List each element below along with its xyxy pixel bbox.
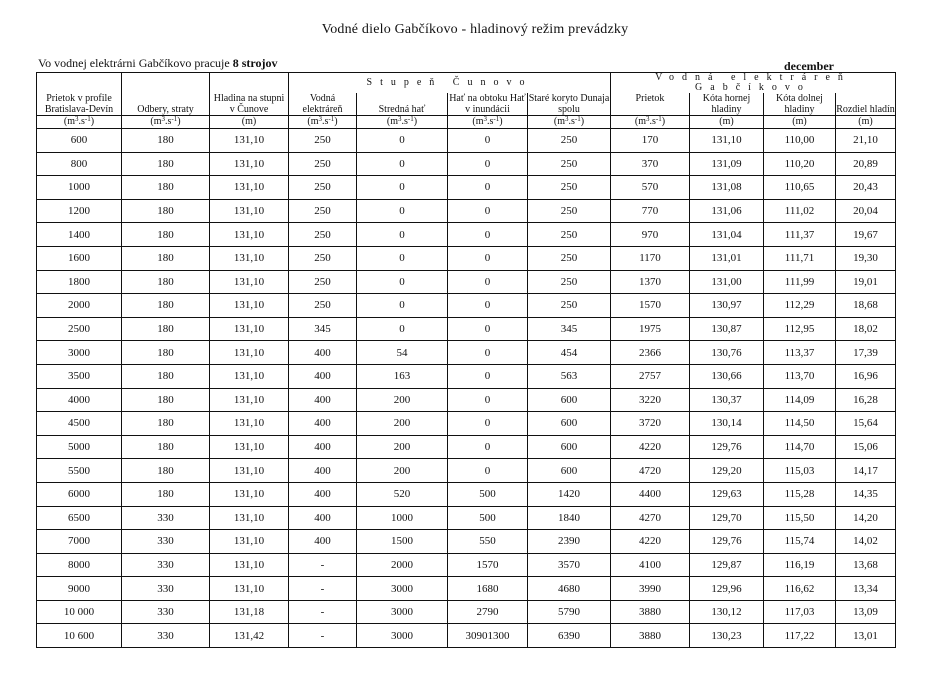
table-row — [37, 553, 896, 577]
table-row — [37, 294, 896, 318]
table-cell: 3880 — [611, 624, 690, 648]
col-header-10: Rozdiel hladín — [836, 93, 896, 116]
table-cell: 180 — [122, 199, 210, 223]
table-cell: 250 — [289, 270, 357, 294]
table-cell: 114,09 — [764, 388, 836, 412]
table-cell: 250 — [289, 294, 357, 318]
table-cell: 0 — [448, 199, 528, 223]
table-cell: 1840 — [528, 506, 611, 530]
col-header-0: Prietok v profile Bratislava-Devín — [37, 73, 122, 116]
table-cell: 200 — [357, 435, 448, 459]
table-cell: 6000 — [37, 482, 122, 506]
table-cell: 163 — [357, 364, 448, 388]
col-header-4: Stredná hať — [357, 93, 448, 116]
table-cell: 550 — [448, 530, 528, 554]
table-cell: 4100 — [611, 553, 690, 577]
table-cell: 0 — [357, 176, 448, 200]
table-cell: 131,06 — [690, 199, 764, 223]
table-cell: 18,02 — [836, 317, 896, 341]
table-cell: 250 — [289, 223, 357, 247]
unit-cell: (m) — [764, 116, 836, 129]
table-cell: 400 — [289, 506, 357, 530]
col-header-8: Kóta hornej hladiny — [690, 93, 764, 116]
table-cell: 3000 — [37, 341, 122, 365]
table-cell: 130,97 — [690, 294, 764, 318]
group-header-cunovo: Stupeň Čunovo — [289, 73, 611, 94]
table-cell: 131,10 — [210, 317, 289, 341]
table-cell: 13,09 — [836, 600, 896, 624]
table-cell: 250 — [528, 294, 611, 318]
table-cell: 250 — [289, 176, 357, 200]
table-cell: - — [289, 553, 357, 577]
table-cell: 400 — [289, 341, 357, 365]
table-cell: 30901300 — [448, 624, 528, 648]
table-cell: 180 — [122, 364, 210, 388]
table-cell: 1000 — [37, 176, 122, 200]
unit-cell: $(m^3.s^{-1})$ — [37, 116, 122, 129]
table-cell: 4500 — [37, 412, 122, 436]
table-cell: 13,34 — [836, 577, 896, 601]
table-cell: 131,10 — [210, 482, 289, 506]
table-cell: 345 — [289, 317, 357, 341]
table-cell: 2390 — [528, 530, 611, 554]
table-cell: 400 — [289, 530, 357, 554]
table-cell: 4220 — [611, 530, 690, 554]
table-cell: - — [289, 624, 357, 648]
table-row — [37, 530, 896, 554]
table-cell: 250 — [528, 129, 611, 153]
unit-row — [37, 116, 896, 129]
table-row — [37, 223, 896, 247]
table-cell: 131,10 — [690, 129, 764, 153]
table-cell: 130,23 — [690, 624, 764, 648]
table-cell: 2000 — [37, 294, 122, 318]
table-cell: 330 — [122, 530, 210, 554]
intro-text: Vo vodnej elektrárni Gabčíkovo pracuje — [38, 56, 230, 70]
table-cell: 13,01 — [836, 624, 896, 648]
table-cell: 9000 — [37, 577, 122, 601]
table-cell: 0 — [448, 459, 528, 483]
table-cell: 180 — [122, 388, 210, 412]
table-cell: 7000 — [37, 530, 122, 554]
table-cell: 330 — [122, 577, 210, 601]
table-cell: 0 — [357, 199, 448, 223]
intro-line — [38, 56, 278, 71]
table-cell: 18,68 — [836, 294, 896, 318]
col-header-7: Prietok — [611, 93, 690, 116]
table-cell: 2000 — [357, 553, 448, 577]
table-cell: 131,08 — [690, 176, 764, 200]
table-cell: 180 — [122, 317, 210, 341]
table-cell: 1570 — [448, 553, 528, 577]
table-cell: 10 000 — [37, 600, 122, 624]
table-cell: 112,95 — [764, 317, 836, 341]
table-cell: 1170 — [611, 246, 690, 270]
table-cell: 10 600 — [37, 624, 122, 648]
table-cell: 0 — [448, 388, 528, 412]
table-cell: 131,42 — [210, 624, 289, 648]
table-cell: 3220 — [611, 388, 690, 412]
col-header-5: Hať na obtoku Hať v inundácii — [449, 93, 526, 115]
table-row — [37, 624, 896, 648]
table-cell: 0 — [448, 412, 528, 436]
table-cell: 131,10 — [210, 530, 289, 554]
table-row — [37, 129, 896, 153]
table-cell: 400 — [289, 435, 357, 459]
table-row — [37, 577, 896, 601]
table-cell: 0 — [357, 152, 448, 176]
table-cell: 250 — [289, 199, 357, 223]
col-header-1: Odbery, straty — [122, 73, 210, 116]
table-cell: 970 — [611, 223, 690, 247]
table-cell: 2757 — [611, 364, 690, 388]
table-cell: 130,37 — [690, 388, 764, 412]
table-cell: 131,01 — [690, 246, 764, 270]
table-cell: 131,10 — [210, 341, 289, 365]
unit-cell: $(m^3.s^{-1})$ — [122, 116, 210, 129]
table-cell: 17,39 — [836, 341, 896, 365]
table-cell: 130,87 — [690, 317, 764, 341]
table-cell: 3990 — [611, 577, 690, 601]
table-cell: 4220 — [611, 435, 690, 459]
unit-cell: (m) — [210, 116, 289, 129]
table-cell: 21,10 — [836, 129, 896, 153]
table-cell: 15,64 — [836, 412, 896, 436]
table-cell: 180 — [122, 223, 210, 247]
table-cell: 131,09 — [690, 152, 764, 176]
table-cell: 250 — [289, 152, 357, 176]
table-cell: 600 — [528, 435, 611, 459]
table-cell: 180 — [122, 176, 210, 200]
table-cell: 250 — [528, 152, 611, 176]
table-cell: 16,96 — [836, 364, 896, 388]
table-cell: 15,06 — [836, 435, 896, 459]
table-body — [37, 129, 896, 648]
table-cell: 4720 — [611, 459, 690, 483]
table-cell: 131,10 — [210, 506, 289, 530]
table-row — [37, 364, 896, 388]
table-cell: 1680 — [448, 577, 528, 601]
table-cell: 20,89 — [836, 152, 896, 176]
table-cell: 131,10 — [210, 553, 289, 577]
table-cell: 1420 — [528, 482, 611, 506]
table-cell: 250 — [289, 246, 357, 270]
table-cell: 115,74 — [764, 530, 836, 554]
table-cell: 200 — [357, 412, 448, 436]
table-cell: 0 — [448, 246, 528, 270]
table-cell: 800 — [37, 152, 122, 176]
table-row — [37, 482, 896, 506]
table-cell: 250 — [528, 223, 611, 247]
group-header-gabcikovo: Vodná elektráreň Gabčíkovo — [611, 73, 896, 94]
table-cell: 0 — [448, 270, 528, 294]
table-cell: 54 — [357, 341, 448, 365]
table-cell: 20,43 — [836, 176, 896, 200]
table-cell: 500 — [448, 506, 528, 530]
table-cell: 400 — [289, 388, 357, 412]
table-cell: 111,99 — [764, 270, 836, 294]
table-cell: 400 — [289, 412, 357, 436]
table-cell: 131,10 — [210, 459, 289, 483]
table-row — [37, 317, 896, 341]
table-cell: 19,30 — [836, 246, 896, 270]
table-cell: 500 — [448, 482, 528, 506]
table-cell: 370 — [611, 152, 690, 176]
table-cell: 250 — [528, 270, 611, 294]
table-cell: 131,10 — [210, 223, 289, 247]
table-row — [37, 341, 896, 365]
table-cell: 250 — [528, 176, 611, 200]
document-title: Vodné dielo Gabčíkovo - hladinový režim prevádzky — [321, 22, 629, 37]
table-cell: 110,00 — [764, 129, 836, 153]
table-cell: 250 — [528, 246, 611, 270]
table-cell: 4270 — [611, 506, 690, 530]
table-row — [37, 176, 896, 200]
table-cell: 131,10 — [210, 270, 289, 294]
table-cell: 2790 — [448, 600, 528, 624]
table-cell: 116,62 — [764, 577, 836, 601]
table-cell: 113,37 — [764, 341, 836, 365]
table-cell: 0 — [448, 341, 528, 365]
table-row — [37, 600, 896, 624]
table-cell: 0 — [448, 294, 528, 318]
unit-cell: $(m^3.s^{-1})$ — [357, 116, 448, 129]
table-cell: 129,96 — [690, 577, 764, 601]
table-cell: 0 — [357, 246, 448, 270]
table-cell: - — [289, 577, 357, 601]
table-cell: 129,87 — [690, 553, 764, 577]
table-cell: 5000 — [37, 435, 122, 459]
table-cell: 3570 — [528, 553, 611, 577]
machine-count: 8 strojov — [232, 56, 278, 70]
table-cell: 16,28 — [836, 388, 896, 412]
table-cell: 1000 — [357, 506, 448, 530]
table-cell: 131,04 — [690, 223, 764, 247]
table-cell: 111,02 — [764, 199, 836, 223]
table-cell: 250 — [289, 129, 357, 153]
table-cell: 114,70 — [764, 435, 836, 459]
table-cell: 400 — [289, 364, 357, 388]
table-cell: 600 — [528, 412, 611, 436]
table-cell: 116,19 — [764, 553, 836, 577]
table-cell: 180 — [122, 152, 210, 176]
table-row — [37, 388, 896, 412]
table-cell: 454 — [528, 341, 611, 365]
table-row — [37, 152, 896, 176]
table-cell: 520 — [357, 482, 448, 506]
table-cell: 115,28 — [764, 482, 836, 506]
table-cell: 180 — [122, 129, 210, 153]
table-cell: 129,76 — [690, 435, 764, 459]
table-cell: 330 — [122, 506, 210, 530]
month-label: december — [784, 59, 834, 73]
table-cell: 0 — [448, 317, 528, 341]
table-cell: 170 — [611, 129, 690, 153]
table-cell: 250 — [528, 199, 611, 223]
table-cell: 5790 — [528, 600, 611, 624]
table-cell: 345 — [528, 317, 611, 341]
table-cell: - — [289, 600, 357, 624]
table-cell: 112,29 — [764, 294, 836, 318]
table-cell: 200 — [357, 388, 448, 412]
table-cell: 1600 — [37, 246, 122, 270]
table-cell: 1800 — [37, 270, 122, 294]
table-cell: 180 — [122, 294, 210, 318]
table-cell: 570 — [611, 176, 690, 200]
table-cell: 110,20 — [764, 152, 836, 176]
table-cell: 770 — [611, 199, 690, 223]
table-cell: 1400 — [37, 223, 122, 247]
table-row — [37, 270, 896, 294]
table-cell: 3000 — [357, 624, 448, 648]
table-cell: 3000 — [357, 600, 448, 624]
table-cell: 4400 — [611, 482, 690, 506]
table-cell: 14,17 — [836, 459, 896, 483]
unit-cell: $(m^3.s^{-1})$ — [448, 116, 528, 129]
table-cell: 111,71 — [764, 246, 836, 270]
table-cell: 330 — [122, 600, 210, 624]
table-cell: 180 — [122, 246, 210, 270]
table-cell: 0 — [448, 223, 528, 247]
table-cell: 200 — [357, 459, 448, 483]
table-cell: 3500 — [37, 364, 122, 388]
unit-cell: (m) — [836, 116, 896, 129]
table-cell: 2500 — [37, 317, 122, 341]
table-cell: 20,04 — [836, 199, 896, 223]
table-cell: 131,10 — [210, 129, 289, 153]
table-cell: 4680 — [528, 577, 611, 601]
table-cell: 131,10 — [210, 388, 289, 412]
table-cell: 131,10 — [210, 199, 289, 223]
table-cell: 330 — [122, 624, 210, 648]
table-cell: 115,50 — [764, 506, 836, 530]
table-cell: 180 — [122, 412, 210, 436]
unit-cell: $(m^3.s^{-1})$ — [528, 116, 611, 129]
table-cell: 3720 — [611, 412, 690, 436]
table-cell: 1975 — [611, 317, 690, 341]
table-cell: 115,03 — [764, 459, 836, 483]
table-row — [37, 412, 896, 436]
table-cell: 8000 — [37, 553, 122, 577]
table-cell: 180 — [122, 341, 210, 365]
table-cell: 1200 — [37, 199, 122, 223]
table-cell: 110,65 — [764, 176, 836, 200]
table-cell: 3880 — [611, 600, 690, 624]
table-cell: 4000 — [37, 388, 122, 412]
table-cell: 2366 — [611, 341, 690, 365]
table-cell: 0 — [448, 435, 528, 459]
table-cell: 0 — [357, 294, 448, 318]
table-row — [37, 435, 896, 459]
table-cell: 131,10 — [210, 435, 289, 459]
table-cell: 131,10 — [210, 176, 289, 200]
table-row — [37, 506, 896, 530]
table-cell: 563 — [528, 364, 611, 388]
table-cell: 3000 — [357, 577, 448, 601]
table-cell: 129,76 — [690, 530, 764, 554]
table-cell: 131,10 — [210, 152, 289, 176]
table-cell: 14,02 — [836, 530, 896, 554]
table-cell: 600 — [528, 459, 611, 483]
col-header-9: Kóta dolnej hladiny — [764, 93, 836, 116]
table-cell: 0 — [448, 129, 528, 153]
table-cell: 0 — [357, 270, 448, 294]
table-cell: 130,76 — [690, 341, 764, 365]
table-cell: 131,10 — [210, 294, 289, 318]
table-cell: 0 — [448, 176, 528, 200]
table-cell: 129,20 — [690, 459, 764, 483]
unit-cell: $(m^3.s^{-1})$ — [289, 116, 357, 129]
unit-cell: $(m^3.s^{-1})$ — [611, 116, 690, 129]
table-cell: 131,18 — [210, 600, 289, 624]
table-cell: 0 — [448, 364, 528, 388]
table-cell: 400 — [289, 482, 357, 506]
table-cell: 0 — [357, 129, 448, 153]
table-cell: 600 — [37, 129, 122, 153]
table-cell: 131,10 — [210, 364, 289, 388]
table-cell: 14,35 — [836, 482, 896, 506]
table-cell: 129,63 — [690, 482, 764, 506]
table-cell: 0 — [357, 317, 448, 341]
table-cell: 6390 — [528, 624, 611, 648]
table-cell: 131,10 — [210, 577, 289, 601]
unit-cell: (m) — [690, 116, 764, 129]
table-cell: 111,37 — [764, 223, 836, 247]
table-cell: 1570 — [611, 294, 690, 318]
table-row — [37, 199, 896, 223]
table-cell: 13,68 — [836, 553, 896, 577]
table-cell: 180 — [122, 482, 210, 506]
table-cell: 130,66 — [690, 364, 764, 388]
table-cell: 0 — [357, 223, 448, 247]
table-cell: 0 — [448, 152, 528, 176]
table-cell: 6500 — [37, 506, 122, 530]
table-cell: 400 — [289, 459, 357, 483]
table-cell: 117,22 — [764, 624, 836, 648]
table-cell: 114,50 — [764, 412, 836, 436]
table-cell: 5500 — [37, 459, 122, 483]
table-cell: 131,10 — [210, 412, 289, 436]
table-cell: 130,14 — [690, 412, 764, 436]
table-cell: 180 — [122, 435, 210, 459]
table-cell: 1370 — [611, 270, 690, 294]
table-cell: 330 — [122, 553, 210, 577]
table-cell: 130,12 — [690, 600, 764, 624]
table-cell: 600 — [528, 388, 611, 412]
table-cell: 19,67 — [836, 223, 896, 247]
table-row — [37, 246, 896, 270]
col-header-6: Staré koryto Dunaja spolu — [528, 93, 610, 115]
table-cell: 113,70 — [764, 364, 836, 388]
table-cell: 117,03 — [764, 600, 836, 624]
table-cell: 129,70 — [690, 506, 764, 530]
water-level-table — [36, 72, 896, 648]
table-cell: 14,20 — [836, 506, 896, 530]
table-cell: 131,00 — [690, 270, 764, 294]
table-cell: 19,01 — [836, 270, 896, 294]
col-header-3: Vodná elektráreň — [289, 93, 357, 116]
col-header-2: Hladina na stupni v Čunove — [210, 73, 289, 116]
table-cell: 180 — [122, 459, 210, 483]
table-cell: 180 — [122, 270, 210, 294]
table-cell: 1500 — [357, 530, 448, 554]
table-row — [37, 459, 896, 483]
table-cell: 131,10 — [210, 246, 289, 270]
